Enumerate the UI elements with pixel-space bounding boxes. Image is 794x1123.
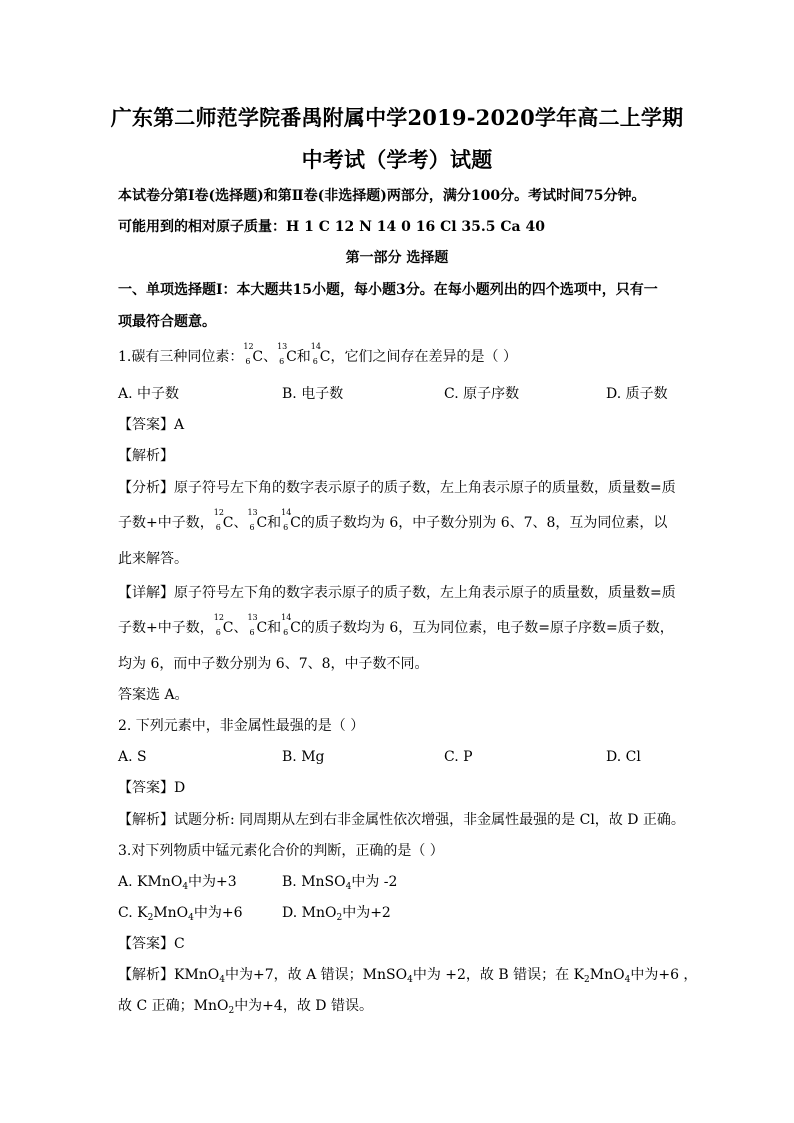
q3-option-b: B. MnSO$_4$中为 -2 xyxy=(282,874,398,892)
q3-answer: 【答案】C xyxy=(118,936,185,952)
q1-analysis-label: 【解析】 xyxy=(118,448,174,464)
q2-option-d: D. Cl xyxy=(606,749,641,765)
q3-option-d: D. MnO$_2$中为+2 xyxy=(282,905,391,923)
q1-fenxi-line3: 此来解答。 xyxy=(118,551,188,567)
q1-stem: 1.碳有三种同位素： 12 6 C、 13 6 C和 14 6 C，它们之间存在差异的是（ ） xyxy=(118,342,517,366)
q2-option-b: B. Mg xyxy=(282,749,325,765)
q3-analysis-line1: 【解析】KMnO$_4$中为+7，故 A 错误；MnSO$_4$中为 +2，故 B 错误；在 $K_2MnO_4$中为+6 ， xyxy=(118,967,698,985)
q1-xiangjie-line2: 子数+中子数， 12 6 C、 13 6 C和 14 6 C的质子数均为 6，互为同位素，电子数=原子序数=质子数， xyxy=(118,613,674,637)
isotope-c12: 12 6 C xyxy=(243,342,264,366)
isotope-c14: 14 6 C xyxy=(310,342,331,366)
q3-analysis-line2: 故 C 正确；MnO$_2$中为+4，故 D 错误。 xyxy=(118,998,373,1016)
intro-line1: 本试卷分第Ⅰ卷(选择题)和第Ⅱ卷(非选择题)两部分，满分100分。考试时间75分钟。 xyxy=(118,188,646,204)
q2-stem: 2. 下列元素中，非金属性最强的是（ ） xyxy=(118,718,365,734)
q1-xiangjie-line3: 均为 6，而中子数分别为 6、7、8，中子数不同。 xyxy=(118,656,429,672)
q3-stem: 3.对下列物质中锰元素化合价的判断，正确的是（ ） xyxy=(118,843,444,859)
q1-option-d: D. 质子数 xyxy=(606,386,668,402)
q1-xiangjie-line1: 【详解】原子符号左下角的数字表示原子的质子数，左上角表示原子的质量数，质量数=质 xyxy=(118,585,676,601)
q1-fenxi-line1: 【分析】原子符号左下角的数字表示原子的质子数，左上角表示原子的质量数，质量数=质 xyxy=(118,480,676,496)
q1-stem-text: 1.碳有三种同位素： xyxy=(118,349,244,365)
section-heading-a: 一、单项选择题Ⅰ：本大题共15小题，每小题3分。在每小题列出的四个选项中，只有一 xyxy=(118,282,658,298)
q2-answer: 【答案】D xyxy=(118,780,186,796)
q1-fenxi-line2: 子数+中子数， 12 6 C、 13 6 C和 14 6 C的质子数均为 6，中子数分别为 6、7、8，互为同位素，以 xyxy=(118,508,668,532)
isotope-c13: 13 6 C xyxy=(277,342,297,366)
doc-title-line2: 中考试（学考）试题 xyxy=(301,147,493,172)
q1-option-c: C. 原子序数 xyxy=(444,386,520,402)
q3-option-a: A. KMnO$_4$中为+3 xyxy=(118,874,237,892)
q1-final-answer: 答案选 A。 xyxy=(118,687,189,703)
q2-option-a: A. S xyxy=(118,749,147,765)
q1-option-b: B. 电子数 xyxy=(282,386,344,402)
q2-option-c: C. P xyxy=(444,749,473,765)
q3-option-c: C. $K_2MnO_4$中为+6 xyxy=(118,905,243,923)
q1-option-a: A. 中子数 xyxy=(118,386,180,402)
intro-line2: 可能用到的相对原子质量：H 1 C 12 N 14 0 16 Cl 35.5 Ca 40 xyxy=(118,219,545,235)
q1-answer: 【答案】A xyxy=(118,417,185,433)
section-heading-b: 项最符合题意。 xyxy=(118,314,216,330)
q2-analysis: 【解析】试题分析: 同周期从左到右非金属性依次增强，非金属性最强的是 Cl，故 D 正确。 xyxy=(118,812,685,828)
doc-title-line1: 广东第二师范学院番禺附属中学2019-2020学年高二上学期 xyxy=(110,105,684,130)
part-heading: 第一部分 选择题 xyxy=(345,250,449,266)
